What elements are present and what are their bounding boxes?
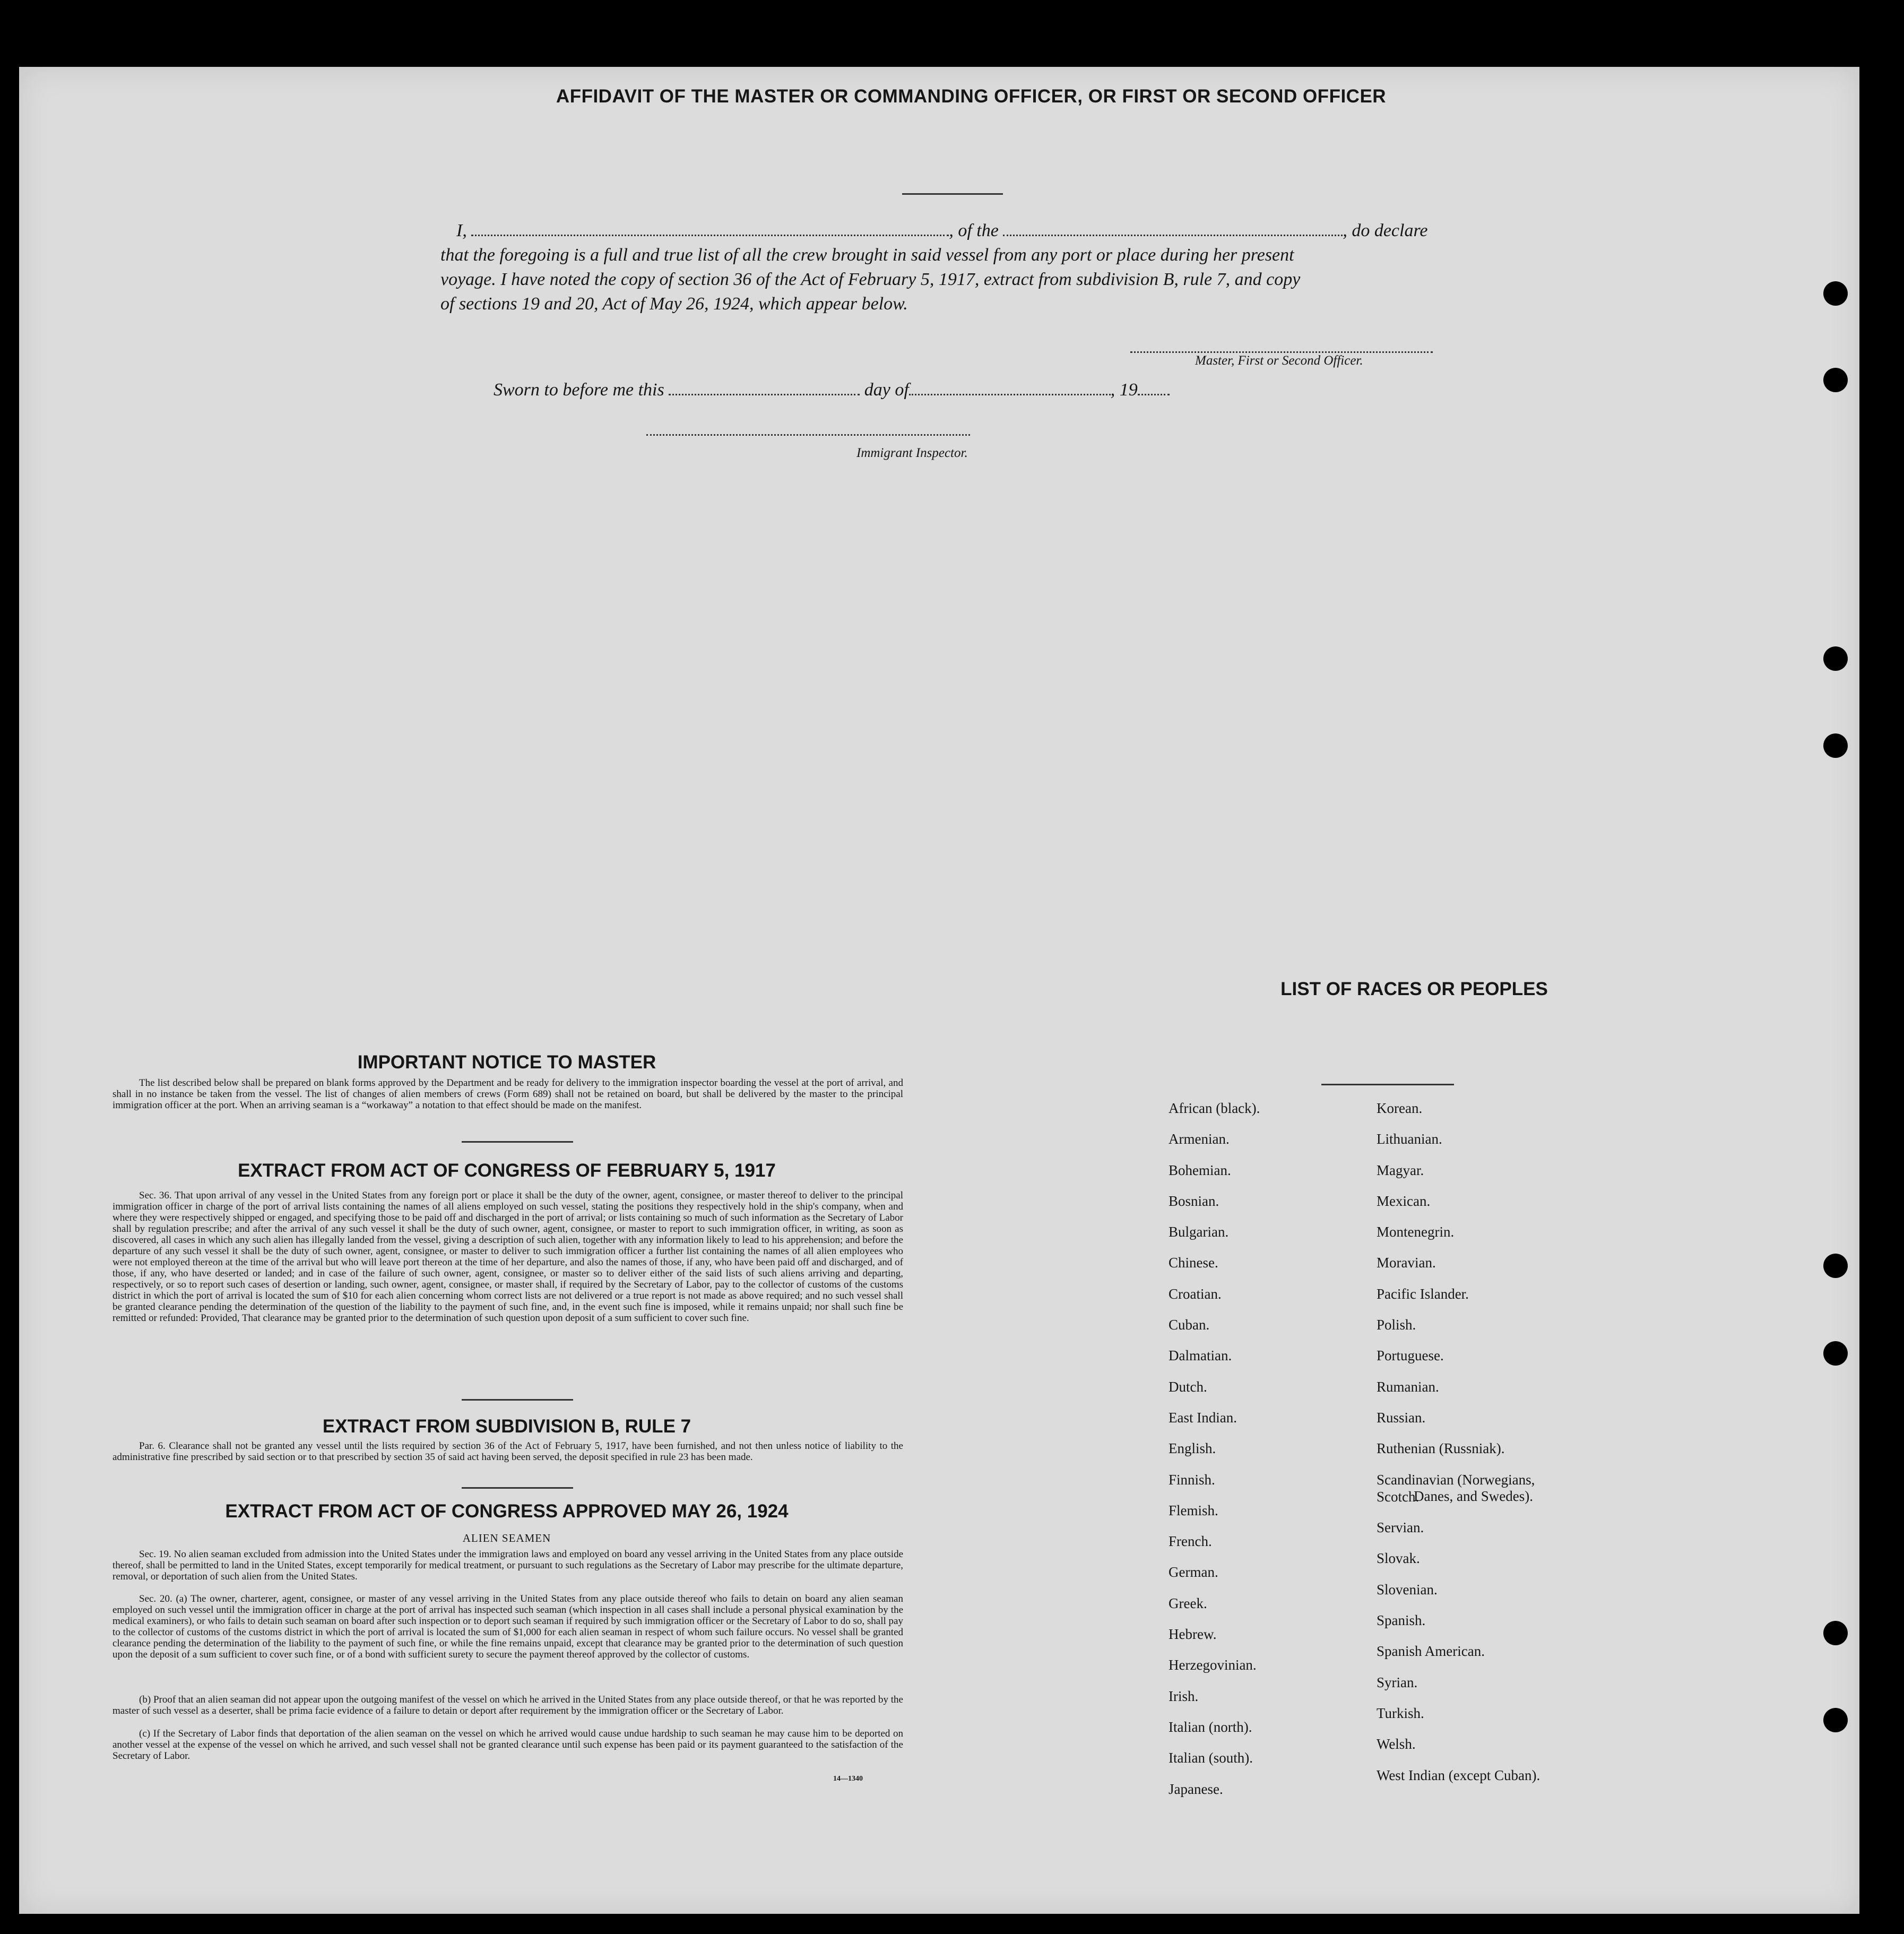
race-item: Polish. [1377,1317,1416,1333]
race-item: Flemish. [1169,1502,1218,1518]
race-item: Syrian. [1377,1674,1418,1690]
punch-hole [1823,1254,1848,1278]
section-divider [462,1399,573,1401]
race-item: Spanish. [1377,1612,1426,1629]
race-item: Japanese. [1169,1781,1223,1797]
sworn-line [494,380,1555,400]
race-item: West Indian (except Cuban). [1377,1767,1540,1783]
day-of-label: day of [864,380,909,400]
extract-1917-title: EXTRACT FROM ACT OF CONGRESS OF FEBRUARY 5, 1917 [238,1160,776,1181]
race-item: German. [1169,1564,1218,1581]
race-item: English. [1169,1440,1216,1457]
race-item: Irish. [1169,1688,1199,1704]
race-item: Servian. [1377,1519,1424,1536]
sworn-year-blank[interactable] [1138,384,1170,395]
race-item: Bohemian. [1169,1162,1231,1178]
race-item: Croatian. [1169,1285,1222,1302]
race-item: Herzegovinian. [1169,1657,1257,1673]
title-divider [902,193,1003,195]
section-divider [462,1487,573,1489]
race-item: Magyar. [1377,1162,1424,1178]
sworn-month-blank[interactable] [909,384,1111,395]
master-signature-caption: Master, First or Second Officer. [1195,353,1363,368]
punch-hole [1823,281,1848,306]
race-item: Bosnian. [1169,1193,1219,1209]
declare-label: , do declare [1343,221,1428,240]
punch-hole [1823,646,1848,671]
extract-1917-text: Sec. 36. That upon arrival of any vessel in the United States from any foreign port or place it shall be the duty of the owner, agent, consignee, or master thereof to deliver to the principal immigration officer in charge of the port of arrival lists containing the names of all aliens employed on such vessel, stating the positions they respectively hold in the ship's company, when and where they were respectively shipped or engaged, and specifying those to be paid off and discharged in the port of arrival; or lists containing so much of such information as the Secretary of Labor shall by regulation prescribe; and after the arrival of any such vessel it shall be the duty of such owner, agent, consignee, or master to report to such immigration officer, in writing, as soon as discovered, all cases in which any such alien has illegally landed from the vessel, giving a description of such alien, together with any information likely to lead to his apprehension; and before the departure of any such vessel it shall be the duty of such owner, agent, consignee, or master to deliver to such immigration officer a further list containing the names of all alien employees who were not employed thereon at the time of the arrival but who will leave port thereon at the time of her departure, and also the names of those, if any, who have been paid off and discharged, and of those, if any, who have deserted or landed; and in case of the failure of such owner, agent, consignee, or master so to deliver either of the said lists of such aliens arriving and departing, respectively, or so to report such cases of desertion or landing, such owner, agent, consignee, or master shall, if required by the Secretary of Labor, pay to the collector of customs of the customs district in which the port of arrival is located the sum of $10 for each alien concerning whom correct lists are not delivered or a true report is not made as above required; and no such vessel shall be granted clearance pending the determination of the question of the liability to the payment of such fine, and, in the event such fine is imposed, while it remains unpaid; nor shall such fine be remitted or refunded: Provided, That clearance may be granted prior to the determination of such question upon deposit of a sum sufficient to cover such fine. [112,1190,903,1324]
race-item: Welsh. [1377,1736,1416,1752]
sec20a-text: Sec. 20. (a) The owner, charterer, agent, consignee, or master of any vessel arriving in the United States from any place outside thereof who fails to detain on board any alien seaman employed on such vessel until the immigration officer in charge at the port of arrival has inspected such seaman (which inspection in all cases shall include a personal physical examination by the medical examiners), or who fails to detain such seaman on board after such inspection or to deport such seaman if required by such immigration officer or the Secretary of Labor to do so, shall pay to the collector of customs of the customs district in which the port of arrival is located the sum of $1,000 for each alien seaman in respect of whom such failure occurs. No vessel shall be granted clearance pending the determination of the liability to the payment of such fine, or while the fine remains unpaid, except that clearance may be granted prior to the determination of such question upon the deposit of a sum sufficient to cover such fine, or of a bond with sufficient surety to secure the payment thereof approved by the collector of customs. [112,1593,903,1660]
race-item: Bulgarian. [1169,1224,1229,1240]
race-item: Lithuanian. [1377,1131,1442,1147]
race-item: Turkish. [1377,1705,1424,1721]
race-item: African (black). [1169,1100,1260,1116]
sworn-day-blank[interactable] [669,384,860,395]
race-item: Armenian. [1169,1131,1230,1147]
alien-seamen-subtitle: ALIEN SEAMEN [462,1532,551,1544]
race-item: Moravian. [1377,1255,1436,1271]
declaration-line-3: voyage. I have noted the copy of section 36 of the Act of February 5, 1917, extract from subdivision B, rule 7, and copy [440,270,1301,289]
sec19-text: Sec. 19. No alien seaman excluded from admission into the United States under the immigration laws and employed on board any vessel arriving in the United States from any place outside thereof, shall be permitted to land in the United States, except temporarily for medical treatment, or pursuant to such regulations as the Secretary of Labor may prescribe for the ultimate departure, removal, or deportation of such alien from the United States. [112,1549,903,1582]
races-title: LIST OF RACES OR PEOPLES [1280,979,1548,999]
race-item: Korean. [1377,1100,1423,1116]
race-item: Scandinavian (Norwegians, [1377,1471,1535,1488]
punch-hole [1823,1341,1848,1366]
races-title-divider [1321,1084,1454,1085]
notice-title: IMPORTANT NOTICE TO MASTER [357,1052,656,1073]
race-item: Italian (north). [1169,1719,1252,1735]
race-item: Chinese. [1169,1255,1218,1271]
race-item: Pacific Islander. [1377,1285,1469,1302]
race-item: Ruthenian (Russniak). [1377,1440,1505,1457]
race-item: Russian. [1377,1409,1426,1426]
declarant-name-blank[interactable] [471,225,949,236]
race-item: Montenegrin. [1377,1224,1455,1240]
race-item: Finnish. [1169,1471,1215,1488]
race-item: Dalmatian. [1169,1348,1232,1364]
race-item: Spanish American. [1377,1643,1485,1660]
affidavit-title: AFFIDAVIT OF THE MASTER OR COMMANDING OFFICER, OR FIRST OR SECOND OFFICER [556,86,1387,107]
extract-rule7-title: EXTRACT FROM SUBDIVISION B, RULE 7 [322,1416,691,1437]
race-item: Cuban. [1169,1317,1210,1333]
declaration-line-4: of sections 19 and 20, Act of May 26, 1924, which appear below. [440,294,908,314]
section-divider [462,1141,573,1143]
race-item: French. [1169,1533,1212,1550]
race-item: Greek. [1169,1595,1207,1611]
inspector-signature-caption: Immigrant Inspector. [856,446,968,460]
race-item: Scotch. [1377,1488,1420,1505]
declarant-label: I, [456,221,467,240]
race-item: Hebrew. [1169,1626,1217,1643]
race-item: Slovenian. [1377,1581,1438,1598]
race-item: Portuguese. [1377,1348,1444,1364]
extract-rule7-text: Par. 6. Clearance shall not be granted any vessel until the lists required by section 36 of the Act of February 5, 1917, have been furnished, and not then unless notice of liability to the administrative fine prescribed by said section or to that prescribed by section 35 of said act having been served, the deposit specified in rule 23 has been made. [112,1440,903,1463]
punch-hole [1823,733,1848,758]
master-signature-line[interactable] [1130,351,1433,353]
race-item: Dutch. [1169,1378,1207,1395]
vessel-label: , of the [949,221,999,240]
extract-1924-title: EXTRACT FROM ACT OF CONGRESS APPROVED MAY 26, 1924 [225,1501,789,1522]
races-column-2: Korean. Lithuanian. Magyar. Mexican. Montenegrin. Moravian. Pacific Islander. Polish. Portuguese. Rumanian. Russian. Ruthenian (Russniak). Scandinavian (Norwegians, Danes, and Swedes). Scotch. Servian. Slovak. Slovenian. Spanish. Spanish American. Syrian. Turkish. Welsh. West Indian (except Cuban). [1377,1100,1652,1798]
race-item: Rumanian. [1377,1378,1439,1395]
form-number: 14—1340 [833,1775,863,1783]
year-label: , 19 [1110,380,1138,400]
punch-hole [1823,1708,1848,1732]
declaration-line-2: that the foregoing is a full and true list of all the crew brought in said vessel from any port or place during her present [440,245,1294,265]
inspector-signature-line[interactable] [646,434,970,436]
sec20c-text: (c) If the Secretary of Labor finds that deportation of the alien seaman on the vessel on which he arrived would cause undue hardship to such seaman he may cause him to be deported on another vessel at the expense of the vessel on which he arrived, and such vessel shall not be granted clearance until such expense has been paid or its payment guaranteed to the satisfaction of the Secretary of Labor. [112,1728,903,1762]
punch-hole [1823,1621,1848,1645]
declaration-line-1 [456,221,1518,241]
sworn-label: Sworn to before me this [494,380,664,400]
punch-hole [1823,368,1848,392]
race-item: Mexican. [1377,1193,1431,1209]
notice-text: The list described below shall be prepared on blank forms approved by the Department and be ready for delivery to the immigration inspector boarding the vessel at the port of arrival, and shall in no instance be taken from the vessel. The list of changes of alien members of crews (Form 689) shall not be retained on board, but shall be delivered by the master to the principal immigration officer at the port. When an arriving seaman is a “workaway” a notation to that effect should be made on the manifest. [112,1077,903,1111]
race-item: Italian (south). [1169,1750,1253,1766]
sec20b-text: (b) Proof that an alien seaman did not appear upon the outgoing manifest of the vessel on which he arrived in the United States from any place outside thereof, or that he was reported by the master of such vessel as a deserter, shall be prima facie evidence of a failure to detain or deport after requirement by the immigration officer or the Secretary of Labor. [112,1694,903,1716]
vessel-name-blank[interactable] [1003,225,1343,236]
race-item: Slovak. [1377,1550,1420,1567]
race-item: East Indian. [1169,1409,1237,1426]
